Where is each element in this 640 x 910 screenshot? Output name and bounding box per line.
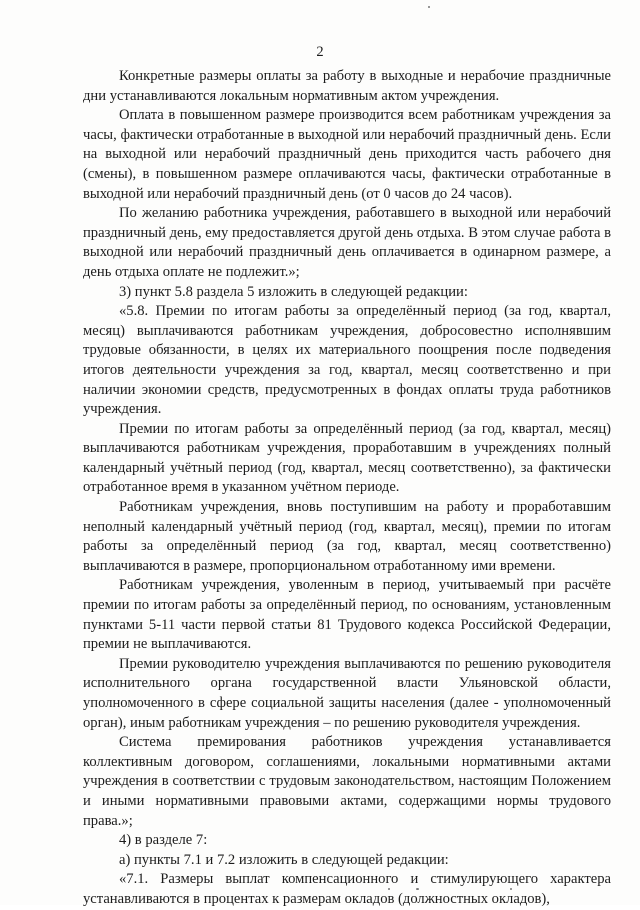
scan-artifact xyxy=(388,888,390,890)
scan-artifact xyxy=(428,6,430,8)
paragraph: «5.8. Премии по итогам работы за определённый период (за год, квартал, месяц) выплачиваются работникам учреждения, добросовестно исполнявшим трудовые обязанности, в целях их материального поощрения после подведения итогов деятельности учреждения за год, квартал, месяц соответственно и при наличии экономии средств, предусмотренных в фондах оплаты труда работников учреждения. xyxy=(83,303,611,418)
paragraph: Премии по итогам работы за определённый период (за год, квартал, месяц) выплачиваются работникам учреждения, проработавшим в учреждениях полный календарный учётный период (год, квартал, месяц соответственно), за фактически отработанное время в указанном учётном периоде. xyxy=(83,420,611,496)
scan-artifact xyxy=(416,888,419,890)
paragraph: а) пункты 7.1 и 7.2 изложить в следующей редакции: xyxy=(119,851,449,868)
paragraph: Система премирования работников учреждения устанавливается коллективным договором, соглашениями, локальными нормативными актами учреждения в соответствии с трудовым законодательством, настоящим Положением и иными нормативными правовыми актами, содержащими нормы трудового права.»; xyxy=(83,734,611,829)
paragraph: «7.1. Размеры выплат компенсационного и стимулирующего характера устанавливаются в процентах к размерам окладов (должностных окладов), xyxy=(83,871,611,907)
paragraph: Конкретные размеры оплаты за работу в выходные и нерабочие праздничные дни устанавливаются локальным нормативным актом учреждения. xyxy=(83,68,611,104)
paragraph: 3) пункт 5.8 раздела 5 изложить в следующей редакции: xyxy=(119,283,468,300)
paragraph: Работникам учреждения, вновь поступившим на работу и проработавшим неполный календарный учётный период (год, квартал, месяц), премии по итогам работы за определённый период (за год, квартал, месяц соответственно) выплачиваются в размере, пропорциональном отработанному ими времени. xyxy=(83,499,611,574)
page-number: 2 xyxy=(316,44,324,60)
paragraph: По желанию работника учреждения, работавшего в выходной или нерабочий праздничный день, ему предоставляется другой день отдыха. В этом случае работа в выходной или нерабочий праздничный день оплачивается в одинарном размере, а день отдыха оплате не подлежит.»; xyxy=(83,205,611,280)
paragraph: 4) в разделе 7: xyxy=(119,832,208,849)
scan-artifact xyxy=(510,888,512,890)
paragraph: Работникам учреждения, уволенным в период, учитываемый при расчёте премии по итогам работы за определённый период, по основаниям, установленным пунктами 5-11 части первой статьи 81 Трудового кодекса Российской Федерации, премии не выплачиваются. xyxy=(83,577,611,653)
paragraph: Оплата в повышенном размере производится всем работникам учреждения за часы, фактически отработанные в выходной или нерабочий праздничный день. Если на выходной или нерабочий праздничный день приходится часть рабочего дня (смены), в повышенном размере оплачиваются часы, фактически отработанные в выходной или нерабочий праздничный день (от 0 часов до 24 часов). xyxy=(83,107,611,202)
document-body xyxy=(83,67,611,910)
paragraph: Премии руководителю учреждения выплачиваются по решению руководителя исполнительного органа государственной власти Ульяновской области, уполномоченного в сфере социальной защиты населения (далее - уполномоченный орган), иным работникам учреждения – по решению руководителя учреждения. xyxy=(83,655,611,731)
